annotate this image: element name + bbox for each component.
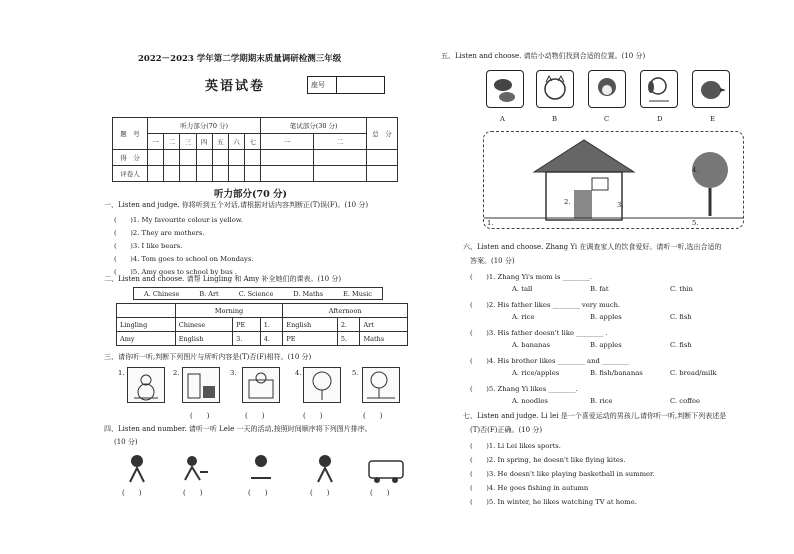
seat-number-box[interactable] [307,76,385,94]
part6-question: ( )5. Zhang Yi likes ________. [470,385,578,393]
scene-blank[interactable]: 3. [617,201,624,209]
option: A. rice [512,313,535,321]
boy-studying-picture [180,452,210,486]
scene-blank[interactable]: 4. [692,166,699,174]
grader-cell[interactable] [148,166,164,182]
part1-item: ( )2. They are mothers. [114,229,205,237]
schedule-cell: Chinese [175,318,232,332]
grader-cell[interactable] [245,166,261,182]
option: A. noodles [512,397,548,405]
grader-cell[interactable] [228,166,244,182]
part1-item: ( )5. Amy goes to school by bus . [114,268,238,276]
option: A. rice/apples [512,369,560,377]
option: B. apples [590,313,622,321]
part1-item: ( )1. My favourite colour is yellow. [114,216,243,224]
boy-waking-picture [122,452,152,486]
score-cell[interactable] [314,150,367,166]
boy-eating-picture [246,452,276,486]
exam-header-title: 2022－2023 学年第二学期期末质量调研检测三年级 [138,54,342,64]
score-cell[interactable] [196,150,212,166]
part6-question: ( )1. Zhang Yi's mom is ________. [470,273,592,281]
part7-item: ( )3. He doesn't like playing basketball in summer. [470,470,655,478]
park-picture [362,367,400,403]
cat-picture [536,70,574,108]
pic-number: 1. [118,369,125,377]
boy-playing-picture [310,452,340,486]
option: C. Science [238,289,274,298]
grader-cell[interactable] [180,166,196,182]
schedule-cell: Maths [360,332,408,346]
numeral: 七 [245,134,261,150]
part7-item: ( )5. In winter, he likes watching TV at home. [470,498,637,506]
score-cell[interactable] [212,150,228,166]
option: C. coffee [670,397,701,405]
answer-paren[interactable]: ( ) [248,489,268,497]
house-scene-picture [483,131,744,229]
answer-paren[interactable]: ( ) [363,412,383,420]
option: E. Music [343,289,372,298]
part2-options-bar [133,287,383,300]
part2-heading: 二、Listen and choose. 请帮 Lingling 和 Amy 补全她们的课表。(10 分) [104,275,342,283]
score-cell[interactable] [367,150,398,166]
scene-blank[interactable]: 5. [692,219,699,227]
grader-cell[interactable] [212,166,228,182]
score-cell[interactable] [148,150,164,166]
option: D. Maths [293,289,324,298]
fish-picture [486,70,524,108]
total-label: 总 分 [367,118,398,150]
answer-paren[interactable]: ( ) [245,412,265,420]
pic-number: 2. [173,369,180,377]
option: C. fish [670,341,692,349]
schedule-cell[interactable]: 4. [260,332,283,346]
option: A. tall [512,285,533,293]
score-cell[interactable] [261,150,314,166]
schedule-cell: Amy [117,332,176,346]
grader-cell[interactable] [314,166,367,182]
animal-letter: E [710,115,715,123]
schedule-cell: PE [233,318,261,332]
animal-letter: C [604,115,610,123]
grader-cell[interactable] [367,166,398,182]
part4-heading-cont: (10 分) [114,438,138,446]
part7-heading: 七、Listen and judge. Li lei 是一个喜爱运动的男孩儿,请你听一听,判断下列表述是 [463,412,727,420]
morning-header: Morning [175,304,283,318]
option: B. fat [590,285,609,293]
part1-item: ( )4. Tom goes to school on Mondays. [114,255,254,263]
option: B. Art [199,289,219,298]
score-cell[interactable] [245,150,261,166]
schedule-cell: Lingling [117,318,176,332]
option: C. bread/milk [670,369,717,377]
answer-paren[interactable]: ( ) [303,412,323,420]
numeral: 二 [314,134,367,150]
animal-letter: B [552,115,557,123]
exam-name: 英语试卷 [205,79,266,94]
part1-item: ( )3. I like bears. [114,242,183,250]
numeral: 五 [212,134,228,150]
part7-item: ( )2. In spring, he doesn't like flying kites. [470,456,626,464]
tree-picture [303,367,341,403]
option: A. bananas [512,341,550,349]
part1-heading: 一、Listen and judge. 你将听到五个对话,请根据对话内容判断正(T)误(F)。(10 分) [104,201,369,209]
score-cell[interactable] [228,150,244,166]
written-header: 笔试部分(30 分) [261,118,367,134]
answer-paren[interactable]: ( ) [190,412,210,420]
part5-heading: 五、Listen and choose. 请给小动物们找到合适的位置。(10 分) [441,52,646,60]
part7-heading-cont: (T)否(F)正确。(10 分) [470,426,543,434]
scene-blank[interactable]: 1. [487,219,494,227]
schedule-cell: PE [283,332,337,346]
part6-heading: 六、Listen and choose. Zhang Yi 在调查家人的饮食爱好。请听一听,选出合适的 [463,243,722,251]
option: A. Chinese [144,289,180,298]
monkey-picture [588,70,626,108]
pic-number: 5. [352,369,359,377]
numeral: 一 [261,134,314,150]
listening-section-title: 听力部分(70 分) [214,189,288,200]
grader-cell[interactable] [196,166,212,182]
schedule-cell: English [283,318,337,332]
schedule-table [116,303,408,346]
option: B. apples [590,341,622,349]
answer-paren[interactable]: ( ) [370,489,390,497]
part6-heading-cont: 答案。(10 分) [470,257,515,265]
bird-picture [692,70,730,108]
numeral: 一 [148,134,164,150]
bedroom-picture [182,367,220,403]
school-bus-picture [366,452,406,486]
numeral: 二 [164,134,180,150]
option: C. fish [670,313,692,321]
answer-paren[interactable]: ( ) [310,489,330,497]
pic-number: 4. [295,369,302,377]
schedule-cell[interactable]: 2. [337,318,360,332]
part3-heading: 三、请你听一听,判断下列图片与所听内容是(T)否(F)相符。(10 分) [104,353,312,361]
row-score-label: 得 分 [113,150,148,166]
schedule-cell[interactable]: 3. [233,332,261,346]
afternoon-header: Afternoon [283,304,408,318]
seat-label: 座号 [311,81,325,89]
part7-item: ( )4. He goes fishing in autumn [470,484,589,492]
option: B. rice [590,397,613,405]
scene-blank[interactable]: 2. [564,198,571,206]
dog-picture [640,70,678,108]
numeral: 六 [228,134,244,150]
numeral: 四 [196,134,212,150]
part6-question: ( )3. His father doesn't like ________ . [470,329,608,337]
grader-cell[interactable] [164,166,180,182]
schedule-cell[interactable]: 1. [260,318,283,332]
animal-letter: A [500,115,505,123]
answer-paren[interactable]: ( ) [183,489,203,497]
schedule-cell[interactable]: 5. [337,332,360,346]
grader-cell[interactable] [261,166,314,182]
snowman-picture [127,367,165,403]
part6-question: ( )2. His father likes ________ very much. [470,301,621,309]
option: C. thin [670,285,693,293]
row-grader-label: 评卷人 [113,166,148,182]
score-cell[interactable] [180,150,196,166]
schedule-cell: English [175,332,232,346]
answer-paren[interactable]: ( ) [122,489,142,497]
score-cell[interactable] [164,150,180,166]
part7-item: ( )1. Li Lei likes sports. [470,442,561,450]
numeral: 三 [180,134,196,150]
score-table [112,117,398,182]
col-label: 题 号 [113,118,148,150]
listening-header: 听力部分(70 分) [148,118,261,134]
part4-heading: 四、Listen and number. 请听一听 Lele 一天的活动,按照时间顺序将下列图片排序。 [104,425,372,433]
animal-letter: D [657,115,663,123]
cat-box-picture [242,367,280,403]
schedule-cell: Art [360,318,408,332]
part6-question: ( )4. His brother likes ________ and ________ [470,357,630,365]
option: B. fish/bananas [590,369,643,377]
pic-number: 3. [230,369,237,377]
